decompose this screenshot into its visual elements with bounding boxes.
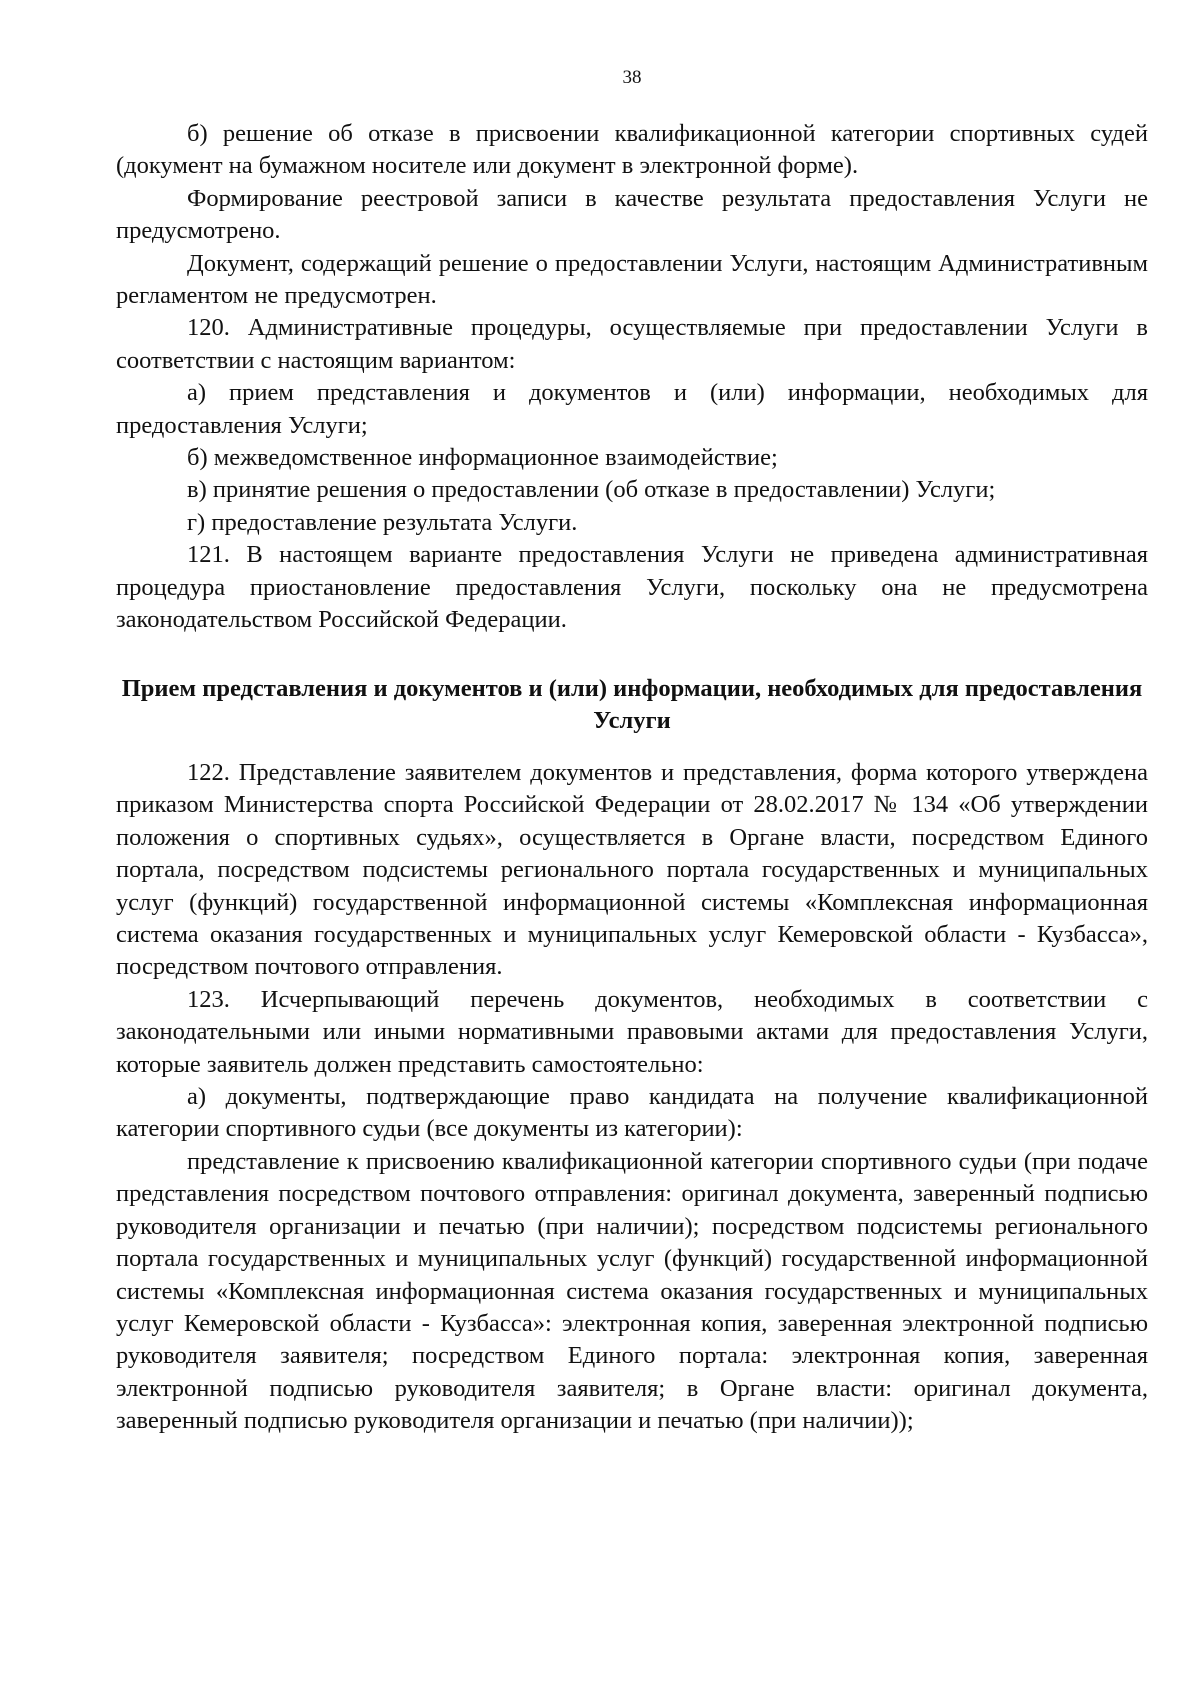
paragraph-123: 123. Исчерпывающий перечень документов, необходимых в соответствии с законодательными или иными нормативными правовыми актами для предоставления Услуги, которые заявитель должен представить самостоятельно: <box>116 985 1148 1078</box>
paragraph-decision-refusal: б) решение об отказе в присвоении квалификационной категории спортивных судей (документ на бумажном носителе или документ в электронной форме). <box>116 120 1148 180</box>
paragraph-submission-details: представление к присвоению квалификационной категории спортивного судьи (при подаче представления посредством почтового отправления: оригинал документа, заверенный подписью руководителя организации и печатью (при наличии); посредством подсистемы регионального портала государственных и муниципальных услуг (функций) государственной информационной системы «Комплексная информационная система оказания государственных и муниципальных услуг Кемеровской области - Кузбасса»: электронная копия, заверенная электронной подписью руководителя заявителя; посредством Единого портала: электронная копия, заверенная электронной подписью руководителя заявителя; в Органе власти: оригинал документа, заверенный подписью руководителя организации и печатью (при наличии)); <box>116 1147 1148 1435</box>
section-heading: Прием представления и документов и (или) информации, необходимых для предоставления Услуги <box>121 675 1143 735</box>
paragraph-120-v: в) принятие решения о предоставлении (об отказе в предоставлении) Услуги; <box>187 476 996 504</box>
paragraph-decision-document: Документ, содержащий решение о предоставлении Услуги, настоящим Административным регламентом не предусмотрен. <box>116 249 1148 310</box>
paragraph-120-b: б) межведомственное информационное взаимодействие; <box>187 444 778 472</box>
paragraph-121: 121. В настоящем варианте предоставления Услуги не приведена административная процедура приостановление предоставления Услуги, поскольку она не предусмотрена законодательством Российской Федерации. <box>116 541 1148 634</box>
paragraph-122: 122. Представление заявителем документов и представления, форма которого утверждена приказом Министерства спорта Российской Федерации от 28.02.2017 № 134 «Об утверждении положения о спортивных судьях», осуществляется в Органе власти, посредством Единого портала, посредством подсистемы регионального портала государственных и муниципальных услуг (функций) государственной информационной системы «Комплексная информационная система оказания государственных и муниципальных услуг Кемеровской области - Кузбасса», посредством почтового отправления. <box>116 759 1148 981</box>
paragraph-registry-record: Формирование реестровой записи в качестве результата предоставления Услуги не предусмотрено. <box>116 184 1148 245</box>
paragraph-120: 120. Административные процедуры, осуществляемые при предоставлении Услуги в соответствии с настоящим вариантом: <box>116 314 1148 374</box>
document-body-section <box>116 757 1148 1438</box>
paragraph-120-a: а) прием представления и документов и (или) информации, необходимых для предоставления Услуги; <box>116 379 1148 439</box>
paragraph-120-g: г) предоставление результата Услуги. <box>187 508 578 536</box>
document-body-top <box>116 118 1148 637</box>
paragraph-123-a: а) документы, подтверждающие право кандидата на получение квалификационной категории спортивного судьи (все документы из категории): <box>116 1083 1148 1143</box>
page-number: 38 <box>622 67 642 88</box>
